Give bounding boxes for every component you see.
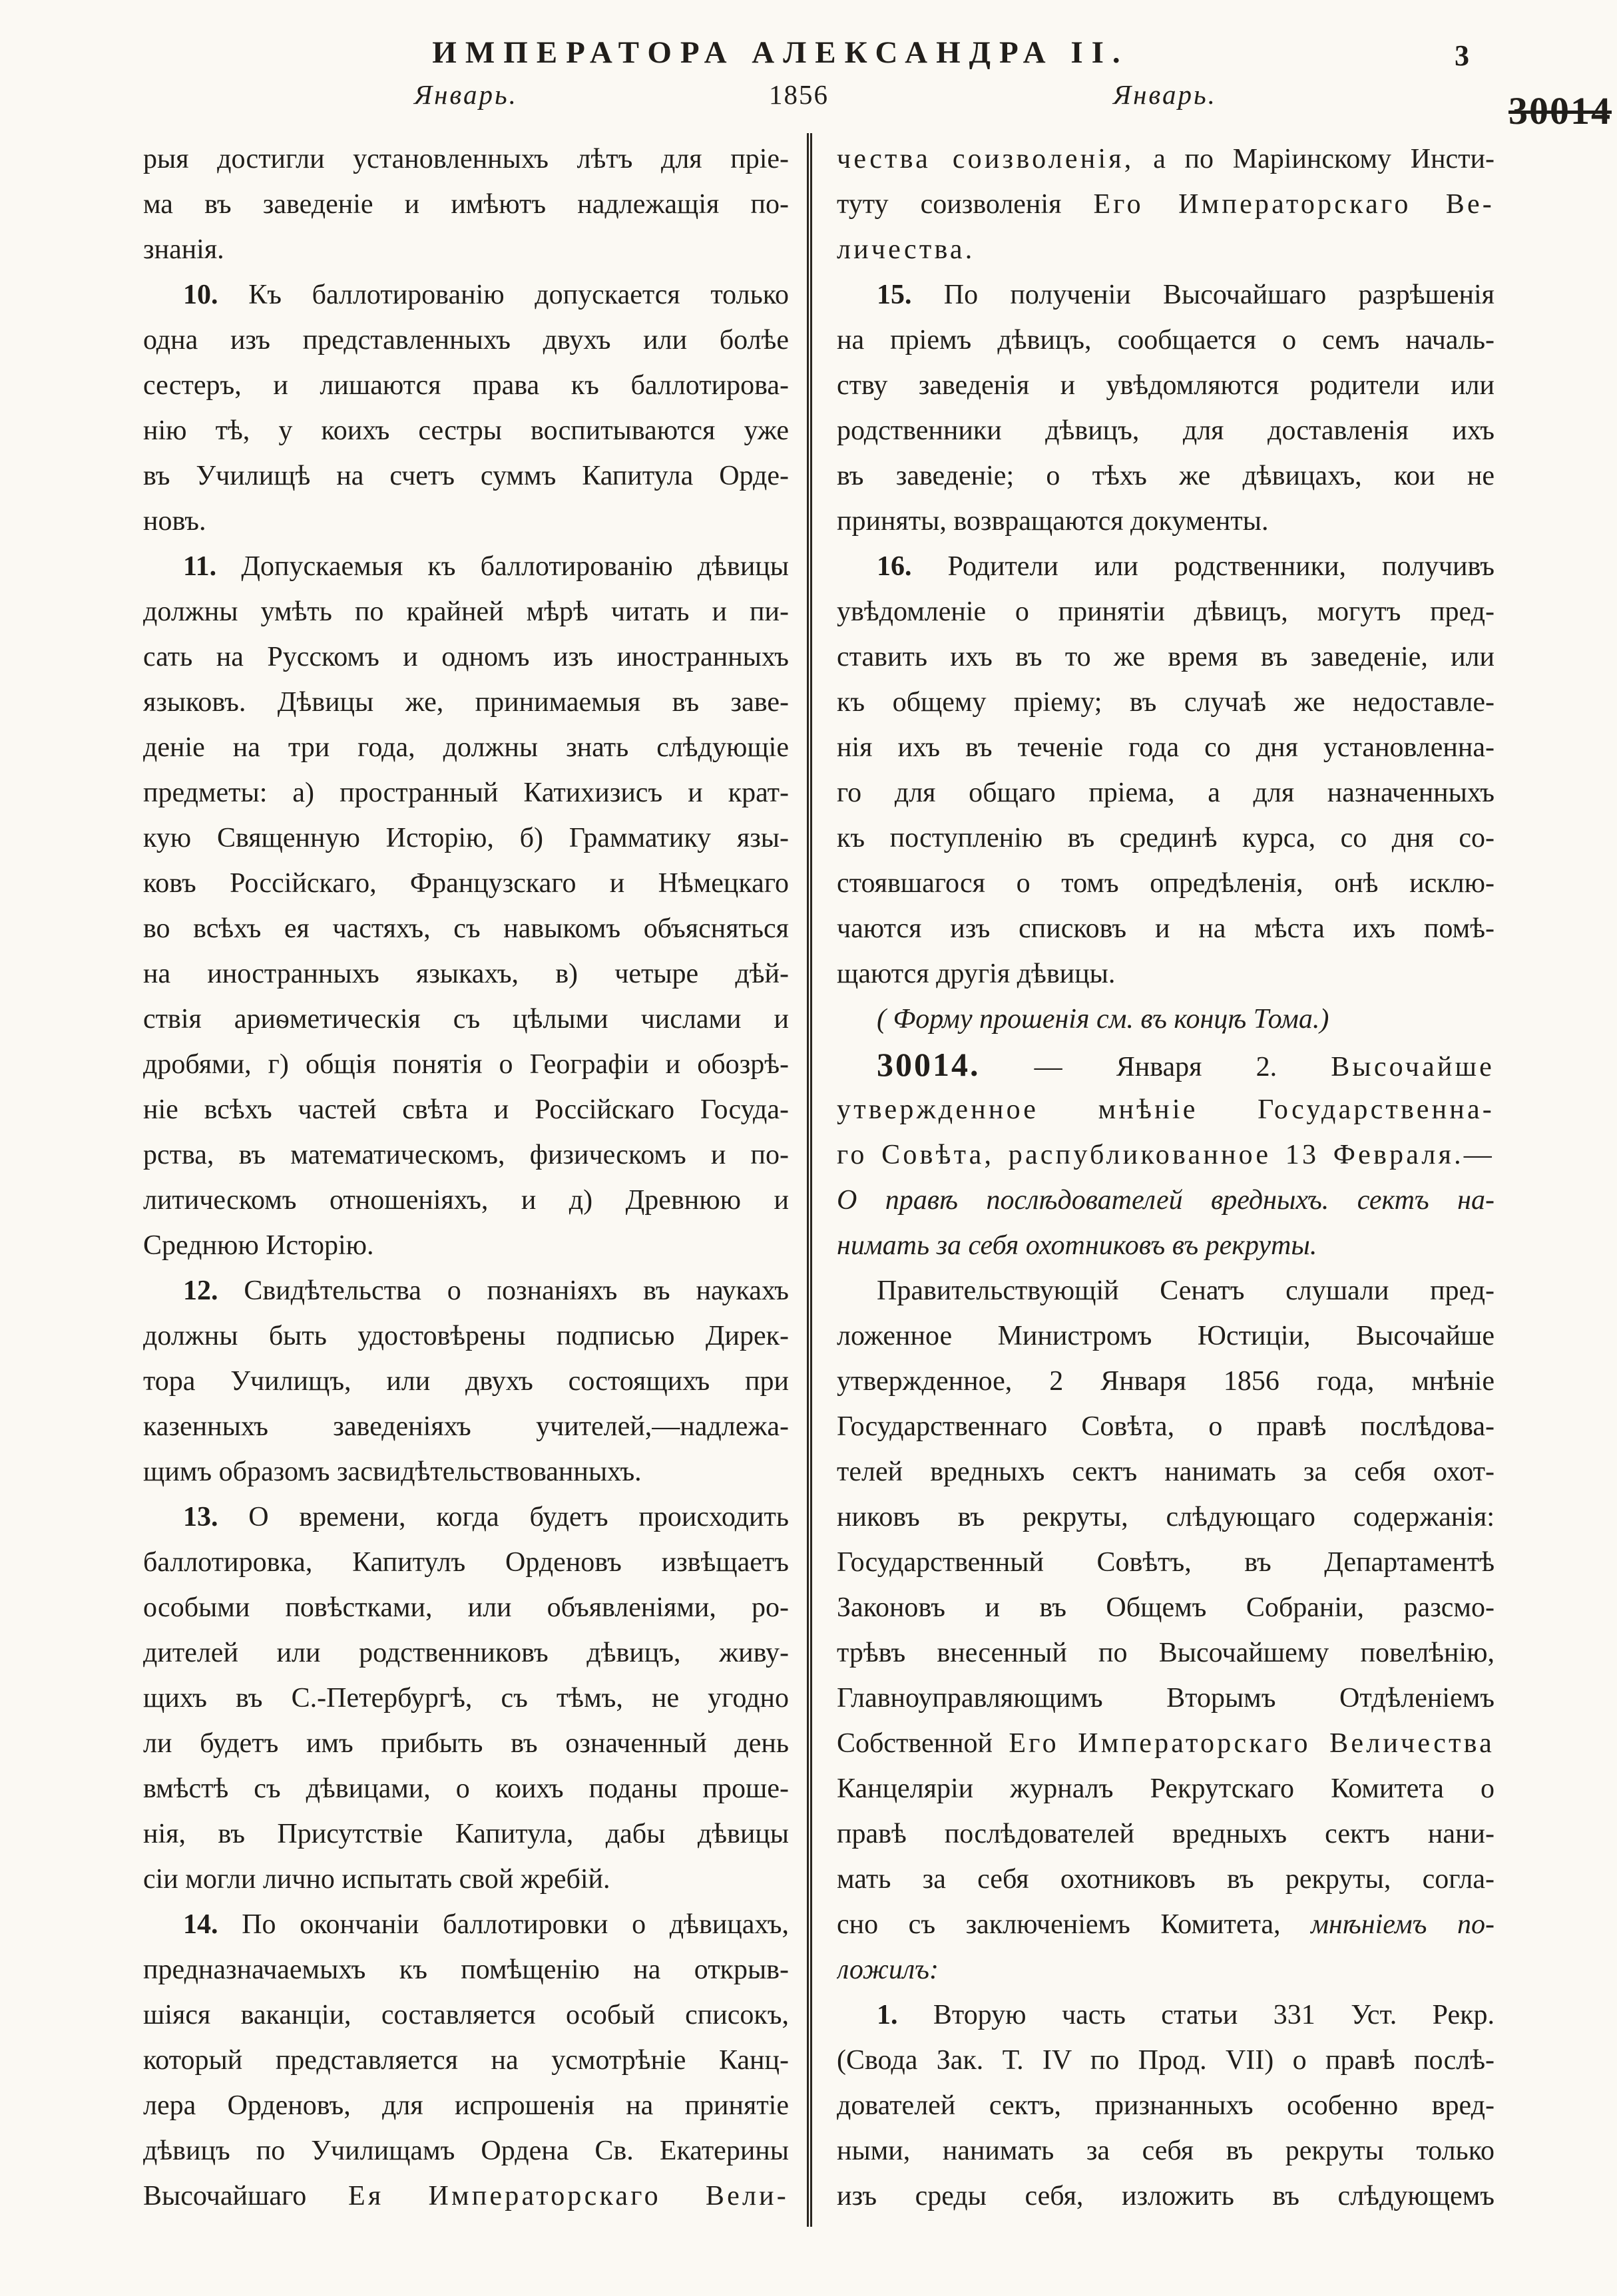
text-line <box>143 997 789 1042</box>
text-run: ложенное Министромъ Юстиціи, Высочайше <box>837 1321 1495 1351</box>
text-line <box>143 363 789 408</box>
text-line <box>143 272 789 318</box>
text-run: Государственный Совѣтъ, въ Департаментѣ <box>837 1547 1495 1578</box>
text-line <box>143 1947 789 1992</box>
text-run: нія ихъ въ теченіе года со дня установленна- <box>837 732 1495 763</box>
text-run: на пріемъ дѣвицъ, сообщается о семъ началь- <box>837 325 1495 355</box>
text-line <box>143 1992 789 2038</box>
text-line <box>143 2174 789 2219</box>
text-line <box>143 318 789 363</box>
text-run: дителей или родственниковъ дѣвицъ, живу- <box>143 1638 789 1668</box>
text-run: ными, нанимать за себя въ рекруты только <box>837 2136 1495 2166</box>
text-run: ству заведенія и увѣдомляются родители или <box>837 370 1495 401</box>
text-line <box>143 906 789 951</box>
text-line <box>837 815 1495 861</box>
text-line <box>143 1811 789 1857</box>
text-run: предназначаемыхъ къ помѣщенію на открыв- <box>143 1954 789 1985</box>
text-line <box>837 725 1495 770</box>
text-run: го Совѣта, распубликованное 13 Февраля.— <box>837 1140 1495 1170</box>
text-line <box>837 1449 1495 1494</box>
text-line <box>837 1540 1495 1585</box>
text-line <box>837 1313 1495 1359</box>
text-run: языковъ. Дѣвицы же, принимаемыя въ заве- <box>143 687 789 718</box>
text-line <box>143 453 789 499</box>
text-line <box>837 2128 1495 2174</box>
text-run: щимъ образомъ засвидѣтельствованныхъ. <box>143 1457 642 1487</box>
text-line <box>143 408 789 453</box>
text-run: приняты, возвращаются документы. <box>837 506 1269 537</box>
text-run: Высочайше <box>1331 1052 1495 1082</box>
text-run: литическомъ отношеніяхъ, и д) Древнюю и <box>143 1185 789 1216</box>
text-run: Государственнаго Совѣта, о правѣ послѣдова- <box>837 1411 1495 1442</box>
text-run: 12. <box>183 1275 218 1306</box>
text-run: 14. <box>183 1909 218 1940</box>
text-run: Законовъ и въ Общемъ Собраніи, разсмо- <box>837 1592 1495 1623</box>
text-line <box>837 1042 1495 1087</box>
text-run: туту соизволенія <box>837 189 1094 220</box>
text-run: Главноуправляющимъ Вторымъ Отдѣленіемъ <box>837 1683 1495 1714</box>
text-line <box>143 770 789 815</box>
text-line <box>837 2083 1495 2128</box>
text-line <box>837 1178 1495 1223</box>
text-run: вмѣстѣ съ дѣвицами, о коихъ поданы проше- <box>143 1773 789 1804</box>
text-run: ( Форму прошенія см. въ концѣ Тома.) <box>877 1004 1329 1034</box>
text-line <box>837 136 1495 182</box>
text-run: Къ баллотированію допускается только <box>218 280 789 310</box>
left-column <box>143 136 789 2219</box>
text-line <box>837 1404 1495 1449</box>
text-line <box>837 634 1495 680</box>
text-line <box>837 1676 1495 1721</box>
text-run: а по Маріинскому Инсти- <box>1134 144 1495 174</box>
text-run: на иностранныхъ языкахъ, в) четыре дѣй- <box>143 959 789 989</box>
text-line <box>837 318 1495 363</box>
text-run: новъ. <box>143 506 206 537</box>
text-line <box>143 1766 789 1811</box>
text-run: дѣвицъ по Училищамъ Ордена Св. Екатерины <box>143 2136 789 2166</box>
text-run: сестеръ, и лишаются права къ баллотирова- <box>143 370 789 401</box>
text-line <box>143 680 789 725</box>
text-run: (Свода Зак. Т. IV по Прод. VII) о правѣ послѣ- <box>837 2045 1495 2076</box>
text-line <box>837 1087 1495 1132</box>
text-run: ма въ заведеніе и имѣютъ надлежащія по- <box>143 189 789 220</box>
text-run: одна изъ представленныхъ двухъ или болѣе <box>143 325 789 355</box>
text-line <box>143 589 789 634</box>
page-number: 3 <box>1455 39 1469 72</box>
text-line <box>837 589 1495 634</box>
text-run: Высочайшаго <box>143 2181 349 2211</box>
text-line <box>143 1223 789 1268</box>
text-run: во всѣхъ ея частяхъ, съ навыкомъ объясняться <box>143 913 789 944</box>
text-run: Среднюю Исторію. <box>143 1230 374 1261</box>
text-run: изъ среды себя, изложить въ слѣдующемъ <box>837 2181 1495 2211</box>
text-line <box>837 1630 1495 1676</box>
text-run: ли будетъ имъ прибыть въ означенный день <box>143 1728 789 1759</box>
text-line <box>143 182 789 227</box>
text-run: Собственной <box>837 1728 1009 1759</box>
text-run: щихъ въ С.-Петербургѣ, съ тѣмъ, не угодно <box>143 1683 789 1714</box>
text-run: 13. <box>183 1502 218 1532</box>
text-run: рства, въ математическомъ, физическомъ и по- <box>143 1140 789 1170</box>
text-run: Правительствующій Сенатъ слушали пред- <box>877 1275 1495 1306</box>
text-run: По окончаніи баллотировки о дѣвицахъ, <box>218 1909 789 1940</box>
text-line <box>143 1359 789 1404</box>
text-run: стоявшагося о томъ опредѣленія, онѣ исклю- <box>837 868 1495 899</box>
text-line <box>837 182 1495 227</box>
text-run: чества соизволенія, <box>837 144 1134 174</box>
text-run: лера Орденовъ, для испрошенія на принятіе <box>143 2090 789 2121</box>
text-run: нія, въ Присутствіе Капитула, дабы дѣвицы <box>143 1819 789 1849</box>
text-run: щаются другія дѣвицы. <box>837 959 1116 989</box>
text-line <box>837 1947 1495 1992</box>
column-divider-rule <box>807 133 812 2227</box>
text-line <box>143 1676 789 1721</box>
text-run: 16. <box>877 551 912 582</box>
text-run: го для общаго пріема, а для назначенныхъ <box>837 778 1495 808</box>
text-line <box>837 272 1495 318</box>
text-line <box>143 2083 789 2128</box>
text-line <box>837 1857 1495 1902</box>
text-run: телей вредныхъ сектъ нанимать за себя охот- <box>837 1457 1495 1487</box>
text-line <box>143 499 789 544</box>
text-run: 30014. <box>877 1046 981 1083</box>
text-line <box>837 1268 1495 1313</box>
text-run: трѣвъ внесенный по Высочайшему повелѣнію, <box>837 1638 1495 1668</box>
text-line <box>837 680 1495 725</box>
text-run: сно съ заключеніемъ Комитета, <box>837 1909 1311 1940</box>
text-run: Вторую часть статьи 331 Уст. Рекр. <box>897 2000 1495 2030</box>
text-run: мнѣніемъ по- <box>1311 1909 1495 1940</box>
text-run: къ поступленію въ срединѣ курса, со дня со- <box>837 823 1495 853</box>
text-line <box>143 1313 789 1359</box>
text-run: баллотировка, Капитулъ Орденовъ извѣщаетъ <box>143 1547 789 1578</box>
text-line <box>837 770 1495 815</box>
text-line <box>837 544 1495 589</box>
text-line <box>143 1585 789 1630</box>
text-line <box>143 1630 789 1676</box>
text-line <box>837 408 1495 453</box>
year-label: 1856 <box>769 79 829 110</box>
text-line <box>143 1494 789 1540</box>
text-line <box>143 2038 789 2083</box>
text-run: сіи могли лично испытать свой жребій. <box>143 1864 610 1895</box>
text-run: утвержденное мнѣніе Государственна- <box>837 1094 1495 1125</box>
text-line <box>837 363 1495 408</box>
text-run: который представляется на усмотрѣніе Канц- <box>143 2045 789 2076</box>
text-line <box>143 1268 789 1313</box>
text-line <box>143 725 789 770</box>
text-run: дователей сектъ, признанныхъ особенно вред- <box>837 2090 1495 2121</box>
text-line <box>143 1132 789 1178</box>
text-run: въ заведеніе; о тѣхъ же дѣвицахъ, кои не <box>837 461 1495 491</box>
text-run: чаются изъ списковъ и на мѣста ихъ помѣ- <box>837 913 1495 944</box>
text-line <box>837 906 1495 951</box>
text-run: рыя достигли установленныхъ лѣтъ для пріе- <box>143 144 789 174</box>
text-line <box>837 1811 1495 1857</box>
text-run: Ея Императорскаго Вели- <box>348 2181 789 2211</box>
text-run: Канцеляріи журналъ Рекрутскаго Комитета о <box>837 1773 1495 1804</box>
text-line <box>143 951 789 997</box>
text-run: ніе всѣхъ частей свѣта и Россійскаго Госуда- <box>143 1094 789 1125</box>
text-run: правѣ послѣдователей вредныхъ сектъ нани- <box>837 1819 1495 1849</box>
text-run: знанія. <box>143 234 224 265</box>
text-run: — Января 2. <box>980 1052 1331 1082</box>
text-line <box>143 227 789 272</box>
running-head-title: ИМПЕРАТОРА АЛЕКСАНДРА II. <box>432 35 1129 70</box>
text-run: По полученіи Высочайшаго разрѣшенія <box>911 280 1495 310</box>
text-line <box>143 861 789 906</box>
text-run: 1. <box>877 2000 898 2030</box>
text-run: Родители или родственники, получивъ <box>911 551 1495 582</box>
text-run: сать на Русскомъ и одномъ изъ иностранныхъ <box>143 642 789 672</box>
text-run: Его Императорскаго Ве- <box>1093 189 1495 220</box>
text-run: Допускаемыя къ баллотированію дѣвицы <box>216 551 789 582</box>
text-run: Свидѣтельства о познаніяхъ въ наукахъ <box>218 1275 789 1306</box>
text-line <box>837 1494 1495 1540</box>
text-line <box>837 499 1495 544</box>
text-run: кую Священную Исторію, б) Грамматику язы- <box>143 823 789 853</box>
text-line <box>837 227 1495 272</box>
text-line <box>143 1404 789 1449</box>
text-line <box>837 997 1495 1042</box>
text-run: увѣдомленіе о принятіи дѣвицъ, могутъ пред- <box>837 596 1495 627</box>
text-line <box>837 2038 1495 2083</box>
text-run: О правѣ послѣдователей вредныхъ. сектъ на- <box>837 1185 1495 1216</box>
text-run: тора Училищъ, или двухъ состоящихъ при <box>143 1366 789 1397</box>
text-line <box>837 951 1495 997</box>
text-line <box>837 861 1495 906</box>
text-run: особыми повѣстками, или объявленіями, ро- <box>143 1592 789 1623</box>
text-line <box>143 544 789 589</box>
text-run: мать за себя охотниковъ въ рекруты, согла- <box>837 1864 1495 1895</box>
text-line <box>143 2128 789 2174</box>
text-run: въ Училищѣ на счетъ суммъ Капитула Орде- <box>143 461 789 491</box>
text-line <box>837 1359 1495 1404</box>
text-run: предметы: а) пространный Катихизисъ и крат- <box>143 778 789 808</box>
text-line <box>143 1178 789 1223</box>
text-line <box>837 1766 1495 1811</box>
text-run: шіяся ваканціи, составляется особый списокъ, <box>143 2000 789 2030</box>
text-line <box>143 1721 789 1766</box>
text-run: ствія ариѳметическія съ цѣлыми числами и <box>143 1004 789 1034</box>
text-line <box>143 1902 789 1947</box>
text-run: никовъ въ рекруты, слѣдующаго содержанія: <box>837 1502 1495 1532</box>
text-line <box>143 136 789 182</box>
text-line <box>143 1857 789 1902</box>
text-line <box>837 1721 1495 1766</box>
text-line <box>143 815 789 861</box>
right-column <box>837 136 1495 2219</box>
text-run: утвержденное, 2 Января 1856 года, мнѣніе <box>837 1366 1495 1397</box>
text-line <box>143 1087 789 1132</box>
text-line <box>837 1132 1495 1178</box>
text-line <box>837 2174 1495 2219</box>
text-run: 10. <box>183 280 218 310</box>
month-label-left: Январь. <box>414 79 518 110</box>
text-run: нимать за себя охотниковъ въ рекруты. <box>837 1230 1317 1261</box>
text-line <box>143 634 789 680</box>
text-run: 15. <box>877 280 912 310</box>
text-run: должны умѣть по крайней мѣрѣ читать и пи- <box>143 596 789 627</box>
date-row <box>143 79 1495 118</box>
text-run: родственники дѣвицъ, для доставленія ихъ <box>837 415 1495 446</box>
text-run: дробями, г) общія понятія о Географіи и обозрѣ- <box>143 1049 789 1080</box>
text-run: деніе на три года, должны знать слѣдующіе <box>143 732 789 763</box>
month-label-right: Январь. <box>1113 79 1217 110</box>
text-run: 11. <box>183 551 217 582</box>
text-run: личества. <box>837 234 975 265</box>
text-line <box>837 453 1495 499</box>
text-line <box>837 1902 1495 1947</box>
text-run: нію тѣ, у коихъ сестры воспитываются уже <box>143 415 789 446</box>
text-run: казенныхъ заведеніяхъ учителей,—надлежа- <box>143 1411 789 1442</box>
text-line <box>837 1992 1495 2038</box>
text-run: къ общему пріему; въ случаѣ же недоставле- <box>837 687 1495 718</box>
text-line <box>837 1223 1495 1268</box>
text-line <box>837 1585 1495 1630</box>
text-line <box>143 1449 789 1494</box>
margin-article-number: 30014 <box>1508 89 1612 132</box>
text-run: ставить ихъ въ то же время въ заведеніе, или <box>837 642 1495 672</box>
text-run: О времени, когда будетъ происходить <box>218 1502 789 1532</box>
text-run: ковъ Россійскаго, Французскаго и Нѣмецкаго <box>143 868 789 899</box>
text-run: Его Императорскаго Величества <box>1009 1728 1495 1759</box>
text-line <box>143 1540 789 1585</box>
text-line <box>143 1042 789 1087</box>
text-run: ложилъ: <box>837 1954 939 1985</box>
text-run: должны быть удостовѣрены подписью Дирек- <box>143 1321 789 1351</box>
